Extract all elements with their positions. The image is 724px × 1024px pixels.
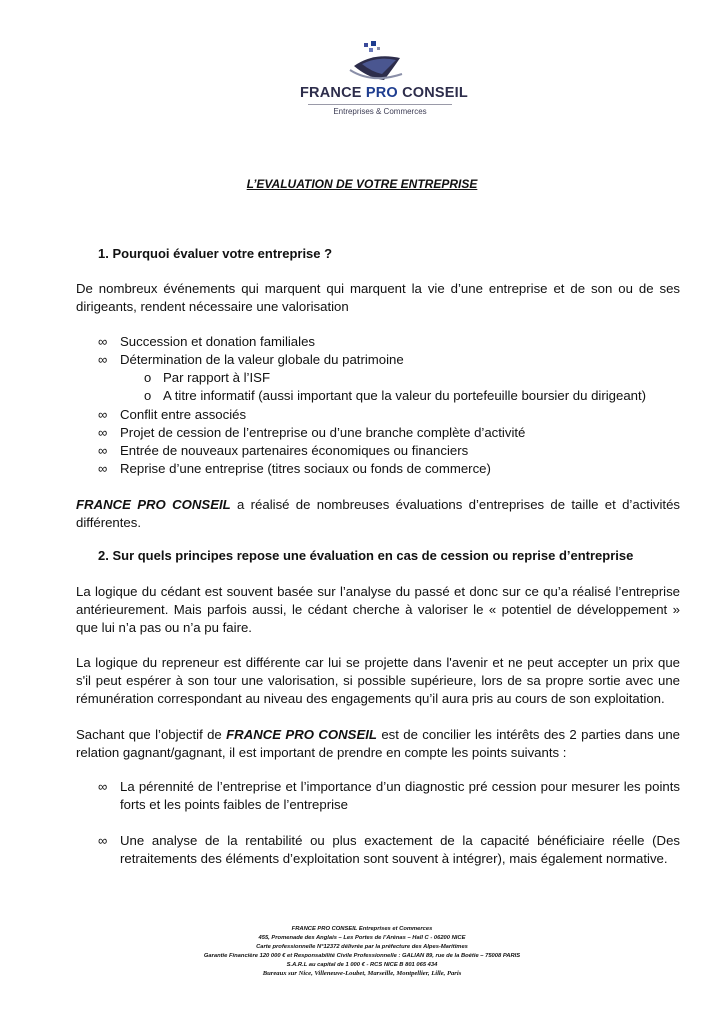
list-item: Détermination de la valeur globale du patrimoine: [120, 352, 404, 367]
bullet-marker: ∞: [98, 334, 108, 349]
section1-closing: [76, 496, 680, 532]
logo-name-conseil: CONSEIL: [397, 85, 468, 101]
list-item: Conflit entre associés: [120, 407, 247, 422]
logo-subtitle: Entreprises & Commerces: [333, 107, 427, 116]
section2-heading: 2. Sur quels principes repose une évaluation en cas de cession ou reprise d’entreprise: [98, 548, 634, 563]
section1-intro: De nombreux événements qui marquent qui marquent la vie d’une entreprise et de son ou de ses dirigeants, rendent nécessaire une valorisation: [76, 281, 680, 314]
bullet-marker: ∞: [98, 425, 108, 440]
bullet-marker: ∞: [98, 833, 108, 848]
footer-line: 455, Promenade des Anglais – Les Portes de l’Arénas – Hall C - 06200 NICE: [258, 935, 466, 941]
sub-bullet-marker: o: [144, 388, 152, 403]
section2-paragraph-repreneur: La logique du repreneur est différente car lui se projette dans l'avenir et ne peut accepter un prix que s'il peut espérer à son tour une valorisation, si possible supérieure, lors de sa propre sortie avec une rémunération correspondant au niveau des engagements qu’il aura pris au cours de son exploitation.: [76, 655, 680, 706]
footer-line: Carte professionnelle N°12372 délivrée par la préfecture des Alpes-Maritimes: [256, 944, 468, 950]
list-item: Par rapport à l’ISF: [163, 370, 271, 385]
list-item: Entrée de nouveaux partenaires économiques ou financiers: [120, 443, 469, 458]
document-title: L’EVALUATION DE VOTRE ENTREPRISE: [246, 177, 478, 191]
list-item: Projet de cession de l’entreprise ou d’une branche complète d’activité: [120, 425, 526, 440]
list-item: Reprise d’une entreprise (titres sociaux ou fonds de commerce): [120, 461, 491, 476]
bullet-marker: ∞: [98, 407, 108, 422]
section1-heading: 1. Pourquoi évaluer votre entreprise ?: [98, 246, 333, 261]
logo-wordmark: [300, 85, 468, 101]
company-logo: [300, 40, 468, 122]
list-item: Succession et donation familiales: [120, 334, 315, 349]
point-rentabilite: Une analyse de la rentabilité ou plus exactement de la capacité bénéficiaire réelle (Des retraitements des éléments d’exploitation sont souvent à intégrer), mais également normative.: [120, 833, 680, 866]
bullet-marker: ∞: [98, 443, 108, 458]
objectif-text-before: Sachant que l’objectif de: [76, 727, 227, 742]
point-perennite: La pérennité de l’entreprise et l’importance d’un diagnostic pré cession pour mesurer les points forts et les points faibles de l’entreprise: [120, 779, 680, 812]
footer-line: FRANCE PRO CONSEIL Entreprises et Commerces: [291, 926, 433, 932]
footer-line: Bureaux sur Nice, Villeneuve-Loubet, Marseille, Montpellier, Lille, Paris: [262, 970, 462, 977]
bullet-marker: ∞: [98, 461, 108, 476]
logo-name-pro: PRO: [365, 85, 398, 101]
brand-name: FRANCE PRO CONSEIL: [76, 497, 231, 512]
bullet-marker: ∞: [98, 352, 108, 367]
section2-paragraph-objectif: [76, 726, 680, 762]
footer-line: S.A.R.L au capital de 1 000 € - RCS NICE B 801 065 434: [286, 962, 438, 968]
bullet-marker: ∞: [98, 779, 108, 794]
list-item: A titre informatif (aussi important que la valeur du portefeuille boursier du dirigeant): [163, 388, 647, 403]
sub-bullet-marker: o: [144, 370, 152, 385]
closing-text: a réalisé de nombreuses évaluations d’entreprises de taille et d’activités différentes.: [76, 497, 681, 530]
section2-paragraph-cedant: La logique du cédant est souvent basée sur l’analyse du passé et donc sur ce qu’a réalisé l’entreprise antérieurement. Mais parfois aussi, le cédant cherche à valoriser le « potentiel de développement » que lui n’a pas ou n’a pu faire.: [76, 584, 680, 635]
logo-name-france: FRANCE: [300, 85, 366, 101]
objectif-text-after: est de concilier les intérêts des 2 parties dans une relation gagnant/gagnant, il est important de prendre en compte les points suivants :: [76, 727, 680, 760]
logo-divider: [308, 104, 452, 105]
footer-line: Garantie Financière 120 000 € et Responsabilité Civile Professionnelle : GALIAN 89, rue de la Boétie – 75008 PARIS: [203, 953, 521, 959]
brand-name: FRANCE PRO CONSEIL: [226, 727, 377, 742]
logo-emblem-icon: [344, 40, 416, 84]
